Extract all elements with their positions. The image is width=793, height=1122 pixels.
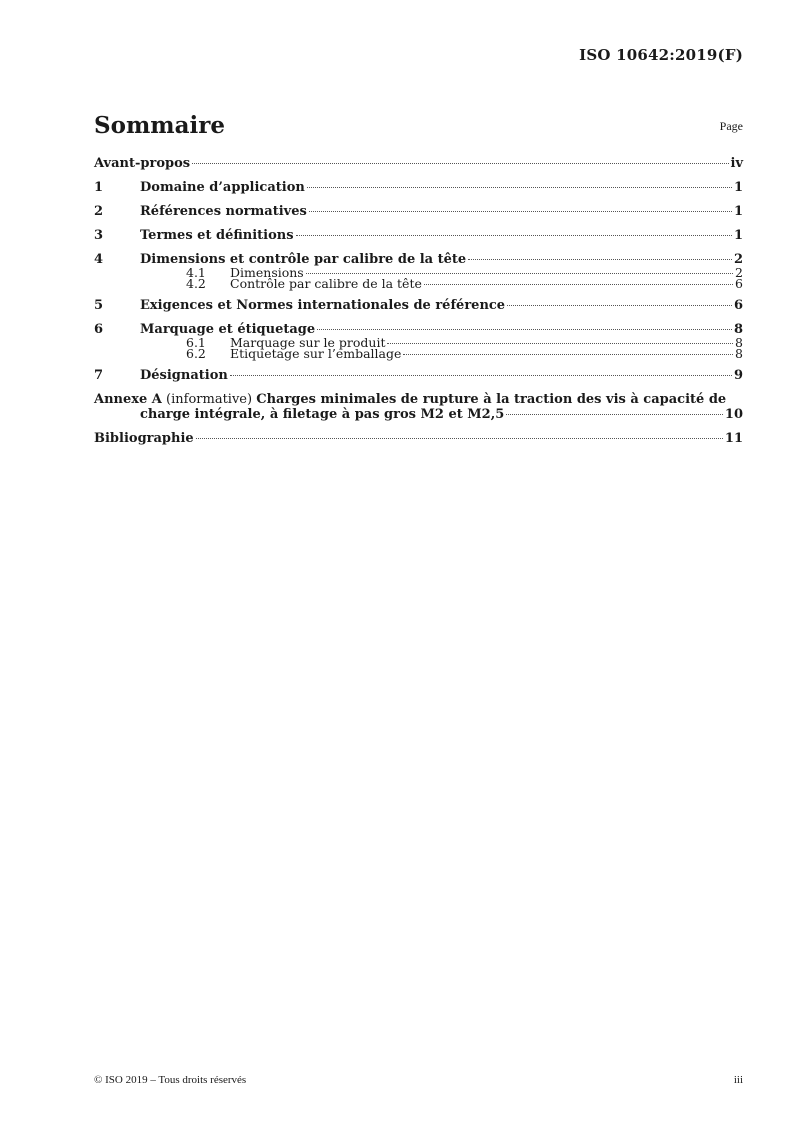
- toc-entry-2[interactable]: [94, 204, 743, 219]
- toc-entry-4-2[interactable]: [94, 278, 743, 289]
- toc-page: 2: [735, 265, 743, 280]
- toc-page: 2: [733, 252, 743, 267]
- document-id: ISO 10642:2019(F): [579, 46, 743, 64]
- toc-entry-5[interactable]: [94, 298, 743, 313]
- toc-title: Contrôle par calibre de la tête: [230, 276, 422, 291]
- toc-number: 6.1: [186, 335, 206, 350]
- dot-leader: [403, 354, 733, 355]
- dot-leader: [317, 329, 732, 330]
- toc-number: 6: [94, 322, 104, 337]
- toc-number: 3: [94, 228, 104, 243]
- toc-title: Avant-propos: [94, 156, 191, 171]
- toc-number: 4.1: [186, 265, 206, 280]
- toc-entry-annex-a[interactable]: [94, 392, 743, 422]
- dot-leader: [192, 163, 728, 164]
- dot-leader: [230, 375, 732, 376]
- toc-page: 1: [733, 180, 743, 195]
- toc-page: 8: [735, 346, 743, 361]
- page-column-label: Page: [719, 119, 743, 133]
- dot-leader: [309, 211, 732, 212]
- toc-title: Dimensions et contrôle par calibre de la tête: [140, 252, 467, 267]
- toc-title: Marquage et étiquetage: [140, 322, 316, 337]
- toc-title: Dimensions: [230, 265, 304, 280]
- dot-leader: [387, 343, 733, 344]
- dot-leader: [506, 414, 723, 415]
- toc-page: 10: [724, 407, 743, 422]
- toc-number: 4.2: [186, 276, 206, 291]
- toc-page: 9: [733, 368, 743, 383]
- page-title: Sommaire: [94, 112, 226, 139]
- toc-entry-3[interactable]: [94, 228, 743, 243]
- dot-leader: [468, 259, 732, 260]
- dot-leader: [296, 235, 732, 236]
- toc-title: Etiquetage sur l’emballage: [230, 346, 402, 361]
- toc-page: 11: [724, 431, 743, 446]
- dot-leader: [507, 305, 732, 306]
- dot-leader: [424, 284, 733, 285]
- toc-entry-1[interactable]: [94, 180, 743, 195]
- toc-page: iv: [730, 156, 743, 171]
- dot-leader: [306, 273, 733, 274]
- toc-title: Désignation: [140, 368, 228, 383]
- annex-title-line2: charge intégrale, à filetage à pas gros M2 et M2,5: [140, 407, 505, 422]
- annex-type: (informative): [166, 392, 253, 407]
- toc-title: Marquage sur le produit: [230, 335, 386, 350]
- dot-leader: [196, 438, 723, 439]
- dot-leader: [307, 187, 732, 188]
- toc-entry-avant-propos[interactable]: [94, 156, 743, 171]
- copyright-notice: © ISO 2019 – Tous droits réservés: [94, 1074, 247, 1086]
- toc-title: Termes et définitions: [140, 228, 294, 243]
- toc-number: 2: [94, 204, 104, 219]
- toc-title: Exigences et Normes internationales de référence: [140, 298, 506, 313]
- toc-title: Références normatives: [140, 204, 307, 219]
- toc-entry-6-2[interactable]: [94, 348, 743, 359]
- table-of-contents: [94, 156, 743, 446]
- toc-page: 6: [735, 276, 743, 291]
- toc-number: 7: [94, 368, 104, 383]
- toc-entry-7[interactable]: [94, 368, 743, 383]
- toc-title: Domaine d’application: [140, 180, 305, 195]
- toc-page: 1: [733, 228, 743, 243]
- toc-page: 6: [733, 298, 743, 313]
- toc-title: Bibliographie: [94, 431, 194, 446]
- annex-title-line1: Charges minimales de rupture à la traction des vis à capacité de: [256, 392, 727, 407]
- toc-number: 6.2: [186, 346, 206, 361]
- toc-page: 8: [735, 335, 743, 350]
- annex-label: Annexe A: [94, 392, 162, 407]
- toc-number: 4: [94, 252, 104, 267]
- toc-entry-bibliographie[interactable]: [94, 431, 743, 446]
- page-number: iii: [733, 1074, 743, 1086]
- toc-page: 1: [733, 204, 743, 219]
- toc-number: 1: [94, 180, 104, 195]
- toc-page: 8: [733, 322, 743, 337]
- toc-number: 5: [94, 298, 104, 313]
